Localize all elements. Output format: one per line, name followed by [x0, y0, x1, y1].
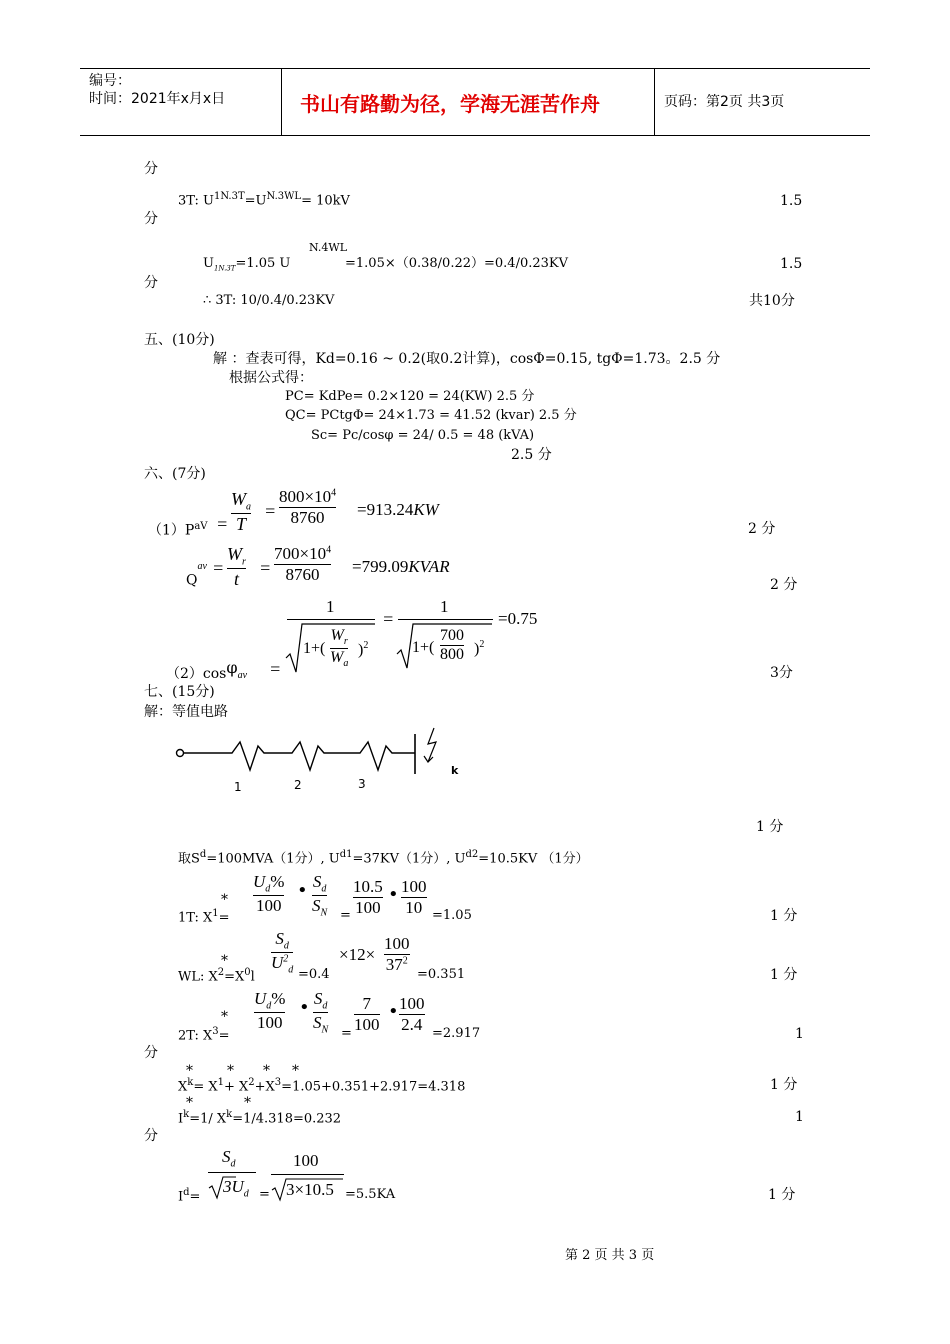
fen-c: 分 [144, 1045, 158, 1061]
fault-arrow-icon [428, 728, 436, 762]
cos-inner-a: a [343, 657, 349, 669]
q-eq1: = [212, 558, 225, 578]
x3-sd: S [313, 989, 323, 1008]
ik-score: 1 [795, 1109, 804, 1125]
p-sub: aV [194, 521, 208, 532]
section-6-heading: 六、(7分) [144, 466, 206, 482]
section-5-heading: 五、(10分) [144, 332, 215, 348]
t3-b-calc: =1.05×（0.38/0.22）=0.4/0.23KV [345, 256, 568, 271]
cos-den2-close-paren: ) [474, 640, 480, 658]
cos-inner-w1: W [330, 627, 344, 644]
fen-a: 分 [144, 211, 158, 227]
p-result-value: =913.24 [357, 500, 414, 519]
x3-sd-sub: d [322, 1000, 328, 1012]
x3-n2: 100 [399, 994, 425, 1013]
wl-star: * [221, 953, 228, 969]
circuit-label-1: 1 [234, 780, 242, 794]
xk-star-k: * [186, 1063, 193, 1079]
q-frac1-num: W [227, 544, 242, 564]
x3-d1: 100 [354, 1014, 380, 1034]
xk-result: =1.05+0.351+2.917=4.318 [281, 1079, 466, 1095]
x1-sn: S [312, 895, 321, 915]
xk-1: 1 [217, 1077, 224, 1088]
ik-mid: =1/ X [189, 1111, 227, 1127]
q-label [186, 561, 207, 589]
x1-dot2: • [388, 884, 399, 905]
xk-stars [186, 1063, 299, 1079]
cos-sub: av [237, 669, 248, 681]
q-frac2-den: 8760 [285, 564, 320, 584]
wl-den: 37 [385, 954, 403, 974]
wl-den-sup: 2 [402, 954, 408, 966]
fault-arrowhead-icon [424, 756, 433, 762]
x3-n1: 7 [362, 994, 371, 1013]
cos-inner-frac [330, 627, 348, 669]
cos-den2-num: 700 [440, 627, 464, 644]
q-sup: av [197, 561, 207, 572]
id-den2-text: 3×10.5 [286, 1180, 334, 1199]
header-motto: 书山有路勤为径，学海无涯苦作舟 [300, 92, 600, 116]
xk-3: 3 [274, 1077, 282, 1088]
xk-star-2: * [263, 1063, 270, 1079]
choose-rest2: =37KV（1分）, U [352, 851, 466, 867]
p-label-text: （1）P [148, 522, 195, 539]
section-5-line3: PC= KdPe= 0.2×120 = 24(KW) 2.5 分 [285, 389, 535, 404]
ik-sub2: k [226, 1109, 233, 1120]
fen-b: 分 [144, 275, 158, 291]
q-frac2-num: 700×10 [274, 544, 327, 563]
page-footer: 第 2 页 共 3 页 [565, 1248, 655, 1263]
id-den1 [223, 1178, 249, 1199]
wl-sub: 2 [217, 967, 225, 978]
x1-frac-num2 [401, 877, 427, 917]
id-den1-text: 3U [223, 1177, 244, 1196]
ik-result: =1/4.318=0.232 [232, 1111, 342, 1127]
id-frac1-bar [208, 1172, 256, 1173]
cos-den2-close [474, 640, 484, 657]
header-top-rule [80, 68, 870, 69]
xk-sub: k [187, 1077, 194, 1088]
wl-l: l [250, 969, 255, 985]
t3-b-sub: 1N.3T [213, 264, 236, 273]
p-result-unit: KW [413, 500, 439, 519]
wl-sd: S [275, 929, 284, 948]
cos-inner-r: r [343, 636, 348, 648]
fen-top: 分 [144, 161, 158, 177]
x1-dot: • [297, 880, 308, 901]
x3-eq2: = [341, 1026, 352, 1041]
x1-frac-s [312, 872, 327, 919]
t3-voltage-line2 [203, 257, 290, 273]
ik-star-2: * [244, 1095, 251, 1111]
x3-star: * [221, 1009, 228, 1025]
cos-den1 [303, 641, 325, 657]
section-7-heading: 七、(15分) [144, 684, 215, 700]
p-eq1: = [216, 514, 229, 534]
wl-num: 100 [384, 934, 410, 953]
x1-d2: 10 [405, 897, 423, 917]
x1-star: * [221, 892, 228, 908]
p-label [148, 522, 208, 538]
ik-line [178, 1110, 341, 1125]
x1-n2: 100 [401, 877, 427, 896]
header-code: 编号： [89, 73, 131, 89]
cos-den2-open: 1+( [412, 639, 435, 656]
q-score: 2 分 [770, 577, 798, 593]
score-1a: 1 分 [756, 819, 784, 835]
xk-score: 1 分 [770, 1077, 798, 1093]
p-eq2: = [264, 501, 277, 521]
x1-ud: U [253, 872, 266, 891]
x3-sn: S [313, 1012, 322, 1032]
score-1-5b: 1.5 [780, 256, 803, 272]
fen-d: 分 [144, 1128, 158, 1144]
p-frac2-num-sup: 4 [331, 487, 337, 499]
cos-num1: 1 [326, 597, 335, 616]
t3-a-sup1: 1N.3T [213, 191, 245, 202]
choose-line [178, 850, 589, 865]
t3-a-right: = 10kV [301, 193, 350, 209]
cos-den1-open: 1+( [303, 640, 326, 657]
x1-sd-sub: d [321, 883, 327, 895]
cos-label-text: （2）cos [166, 666, 227, 682]
t3-a-mid: =U [244, 193, 267, 209]
x1-label-text: 1T: X [178, 910, 213, 926]
id-score: 1 分 [768, 1187, 796, 1203]
circuit-label-2: 2 [294, 778, 302, 792]
wl-frac-sd [271, 929, 293, 976]
wl-ud: U [271, 952, 284, 972]
header-page-info: 页码：第2页 共3页 [664, 94, 785, 110]
cos-score: 3分 [770, 665, 793, 681]
cos-eq1: = [382, 609, 395, 629]
q-result [352, 558, 450, 575]
x1-sub: 1 [212, 908, 219, 919]
section-5-line2: 根据公式得： [229, 370, 313, 386]
x1-label [178, 909, 230, 924]
wl-frac [384, 934, 410, 974]
cos-inner-w2: W [330, 648, 344, 666]
x3-result: =2.917 [432, 1026, 481, 1041]
x3-sub: 3 [212, 1026, 219, 1037]
cos-eq0: = [269, 659, 282, 679]
id-den1-sub: d [243, 1188, 249, 1200]
cos-phi: φ [226, 658, 238, 677]
section-7-solution: 解：等值电路 [144, 704, 228, 720]
wl-label [178, 968, 255, 983]
cos-den1-close [358, 641, 368, 658]
header-divider-left [281, 68, 282, 136]
xk-star-1: * [227, 1063, 234, 1079]
score-1-5a: 1.5 [780, 193, 803, 209]
wl-result: =0.351 [417, 967, 466, 982]
t3-a-sup2: N.3WL [266, 191, 302, 202]
q-label-text: Q [186, 572, 198, 589]
q-fraction-1 [227, 544, 246, 590]
q-frac2-num-sup: 4 [326, 544, 332, 556]
cos-den2-den: 800 [440, 646, 464, 664]
t3-b-left: U [203, 256, 214, 271]
x3-frac-num [354, 994, 380, 1034]
cos-result: =0.75 [498, 609, 538, 628]
id-i: I [178, 1189, 184, 1205]
x1-frac-ud [253, 872, 284, 915]
id-result: =5.5KA [345, 1187, 396, 1202]
circuit-wire [184, 742, 416, 770]
x1-sn-sub: N [320, 907, 328, 919]
id-den2 [286, 1181, 334, 1198]
wl-ud-sup: 2 [283, 953, 289, 965]
t3-b-right: =1.05 U [235, 256, 291, 271]
x1-score: 1 分 [770, 908, 798, 924]
id-sup: d [183, 1187, 190, 1198]
id-label [178, 1188, 200, 1203]
section-5-line6: 2.5 分 [511, 447, 552, 463]
x1-result: =1.05 [432, 908, 472, 923]
x3-frac-ud [254, 989, 285, 1032]
x3-score: 1 [795, 1026, 804, 1042]
header-divider-right [654, 68, 655, 136]
wl-label-text: WL: X [178, 969, 218, 985]
cos-den2 [412, 640, 434, 656]
x3-sn-sub: N [321, 1024, 329, 1036]
id-sd-sub: d [230, 1158, 236, 1170]
q-result-value: =799.09 [352, 557, 409, 576]
p-frac2-den: 8760 [290, 507, 325, 527]
choose-text: 取S [178, 851, 200, 867]
circuit-label-k: k [451, 764, 459, 777]
section-5-line5: Sc= Pc/cosφ = 24/ 0.5 = 48 (kVA) [311, 428, 535, 443]
x3-ud: U [254, 989, 267, 1008]
x3-frac-num2 [399, 994, 425, 1034]
id-sd [222, 1148, 236, 1169]
p-frac1-num: W [231, 489, 246, 509]
ik-i: I [178, 1111, 184, 1127]
p-frac1-num-sub: a [246, 501, 251, 513]
equivalent-circuit-diagram [170, 722, 470, 802]
q-eq2: = [259, 558, 272, 578]
x3-eq: = [218, 1028, 230, 1044]
x3-dot2: • [388, 1001, 399, 1022]
wl-mid-sub: 0 [244, 967, 251, 978]
xk-plus2: +X [254, 1079, 275, 1095]
choose-sd: d [199, 849, 207, 860]
choose-ud2: d2 [465, 849, 479, 860]
id-eq2: = [259, 1187, 270, 1202]
xk-2: 2 [248, 1077, 255, 1088]
cos-num2: 1 [440, 597, 449, 616]
t3-b-sup: N.4WL [309, 241, 348, 254]
xk-plus1: + X [223, 1079, 249, 1095]
wl-sd-sub: d [283, 940, 289, 952]
t3-a-left: 3T: U [178, 193, 214, 209]
p-score: 2 分 [748, 521, 776, 537]
wl-mul: ×12× [339, 945, 376, 964]
x3-ud-den: 100 [256, 1012, 283, 1032]
x3-dot: • [299, 997, 310, 1018]
cos-label [166, 658, 248, 685]
id-frac2-bar [271, 1174, 344, 1175]
x3-ud-pct: % [271, 989, 286, 1008]
header-bottom-rule [80, 135, 870, 136]
x1-eq: = [218, 910, 230, 926]
x1-frac-num [353, 877, 383, 917]
cos-den1-sq: 2 [363, 640, 369, 651]
circuit-source-node [177, 750, 184, 757]
ik-star-1: * [186, 1095, 193, 1111]
choose-ud1: d1 [339, 849, 353, 860]
x1-n1: 10.5 [353, 877, 383, 896]
choose-rest3: =10.5KV （1分） [478, 851, 589, 867]
p-frac2-num: 800×10 [279, 487, 332, 506]
x3-label [178, 1027, 230, 1042]
id-eq: = [189, 1189, 201, 1205]
x3-frac-s [313, 989, 328, 1036]
x1-ud-pct: % [270, 872, 285, 891]
cos-inner-frac2 [440, 627, 464, 665]
cos-den1-close-paren: ) [358, 641, 364, 659]
xk-eq: = X [193, 1079, 218, 1095]
id-sd-s: S [222, 1147, 231, 1166]
x1-d1: 100 [355, 897, 381, 917]
p-fraction-1 [231, 489, 251, 535]
circuit-label-3: 3 [358, 777, 366, 791]
wl-eq04: =0.4 [298, 967, 330, 982]
ik-stars [186, 1095, 251, 1111]
wl-ud-sub: d [288, 964, 294, 976]
p-result [357, 501, 439, 518]
q-result-unit: KVAR [408, 557, 450, 576]
x1-sd: S [312, 872, 322, 891]
wl-score: 1 分 [770, 967, 798, 983]
total-10: 共10分 [749, 293, 795, 309]
x1-ud-sub: d [265, 883, 271, 895]
id-num2: 100 [293, 1151, 319, 1170]
p-frac1-den: T [235, 514, 246, 535]
x3-d2: 2.4 [401, 1014, 423, 1034]
section-5-line1: 解 ：查表可得，Kd=0.16 ~ 0.2(取0.2计算)，cosΦ=0.15, tgΦ=1.73。2.5 分 [213, 351, 721, 367]
q-frac1-den: t [233, 569, 239, 590]
xk-star-3: * [292, 1063, 299, 1079]
ik-sub: k [183, 1109, 190, 1120]
q-fraction-2 [274, 544, 331, 584]
cos-den2-sq: 2 [479, 639, 485, 650]
t3-voltage-line [178, 192, 350, 207]
x1-ud-den: 100 [255, 895, 282, 915]
therefore-line: ∴ 3T: 10/0.4/0.23KV [203, 293, 335, 308]
header-date: 时间：2021年x月x日 [89, 91, 226, 107]
xk-x: X [178, 1079, 188, 1095]
x3-label-text: 2T: X [178, 1028, 213, 1044]
x3-ud-sub: d [266, 1000, 272, 1012]
choose-rest1: =100MVA（1分）, U [206, 851, 340, 867]
wl-mid: =X [224, 969, 245, 985]
q-frac1-num-sub: r [242, 556, 246, 568]
x1-eq2: = [340, 908, 351, 923]
p-fraction-2 [279, 487, 336, 527]
section-5-line4: QC= PCtgΦ= 24×1.73 = 41.52 (kvar) 2.5 分 [285, 408, 577, 423]
xk-line [178, 1078, 465, 1093]
